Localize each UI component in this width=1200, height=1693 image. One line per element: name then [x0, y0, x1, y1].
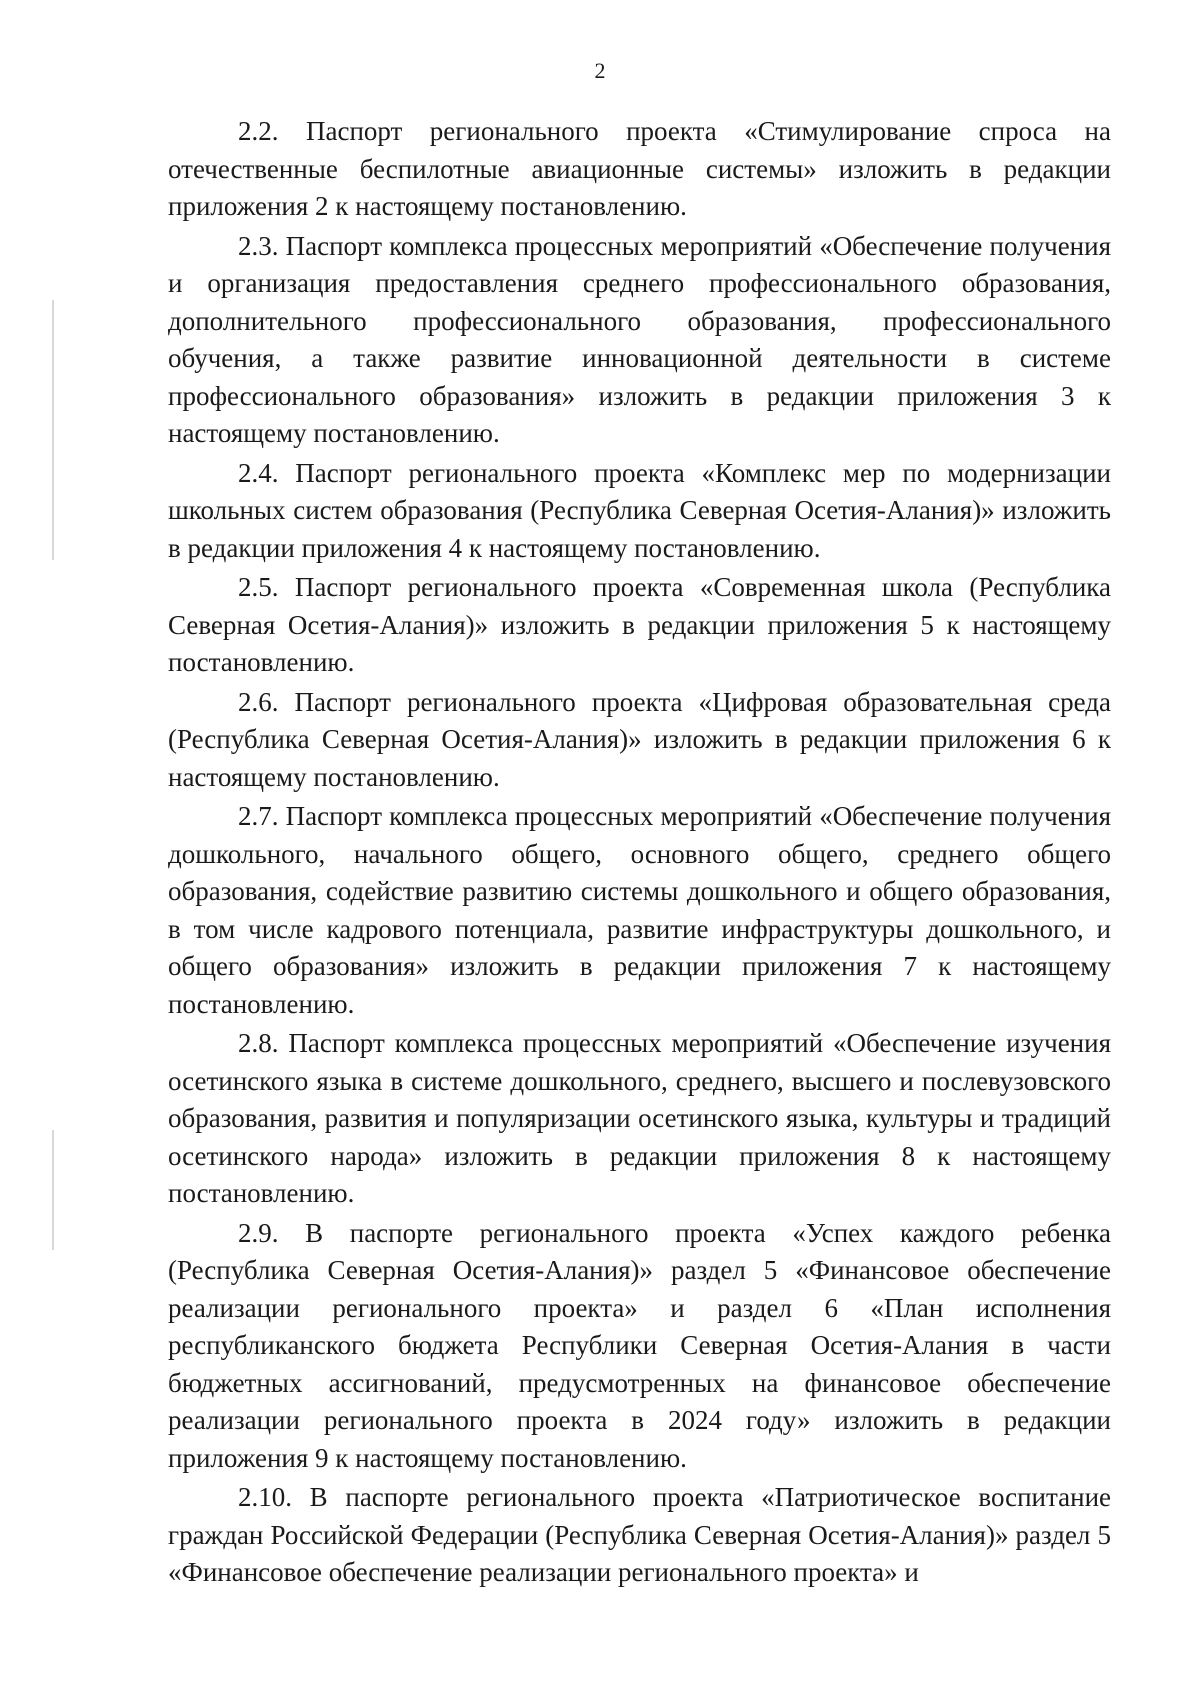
paragraph-2-10: 2.10. В паспорте регионального проекта «Патриотическое воспитание граждан Российской Федерации (Республика Северная Осетия-Алания)» раздел 5 «Финансовое обеспечение реализации регионального проекта» и: [168, 1482, 1111, 1587]
page-number: 2: [594, 58, 606, 83]
scan-edge-mark: [52, 300, 54, 560]
scan-edge-mark: [52, 1130, 54, 1250]
paragraph-2-9: 2.9. В паспорте регионального проекта «Успех каждого ребенка (Республика Северная Осетия-Алания)» раздел 5 «Финансовое обеспечение реализации регионального проекта» и раздел 6 «План исполнения республиканского бюджета Республики Северная Осетия-Алания в части бюджетных ассигнований, предусмотренных на финансовое обеспечение реализации регионального проекта в 2024 году» изложить в редакции приложения 9 к настоящему постановлению.: [168, 1217, 1111, 1473]
paragraph-2-6: 2.6. Паспорт регионального проекта «Цифровая образовательная среда (Республика Северная Осетия-Алания)» изложить в редакции приложения 6 к настоящему постановлению.: [168, 686, 1111, 792]
paragraph-2-5: 2.5. Паспорт регионального проекта «Современная школа (Республика Северная Осетия-Алания)» изложить в редакции приложения 5 к настоящему постановлению.: [168, 572, 1111, 677]
paragraph-2-3: 2.3. Паспорт комплекса процессных мероприятий «Обеспечение получения и организация предоставления среднего профессионального образования, дополнительного профессионального образования, профессионального обучения, а также развитие инновационной деятельности в системе профессионального образования» изложить в редакции приложения 3 к настоящему постановлению.: [168, 230, 1111, 448]
document-body: [168, 113, 1111, 1594]
paragraph-2-7: 2.7. Паспорт комплекса процессных мероприятий «Обеспечение получения дошкольного, начального общего, основного общего, среднего общего образования, содействие развитию системы дошкольного и общего образования, в том числе кадрового потенциала, развитие инфраструктуры дошкольного, и общего образования» изложить в редакции приложения 7 к настоящему постановлению.: [168, 801, 1111, 1019]
paragraph-2-8: 2.8. Паспорт комплекса процессных мероприятий «Обеспечение изучения осетинского языка в системе дошкольного, среднего, высшего и послевузовского образования, развития и популяризации осетинского языка, культуры и традиций осетинского народа» изложить в редакции приложения 8 к настоящему постановлению.: [168, 1028, 1111, 1208]
paragraph-2-2: 2.2. Паспорт регионального проекта «Стимулирование спроса на отечественные беспилотные авиационные системы» изложить в редакции приложения 2 к настоящему постановлению.: [168, 116, 1111, 221]
paragraph-2-4: 2.4. Паспорт регионального проекта «Комплекс мер по модернизации школьных систем образования (Республика Северная Осетия-Алания)» изложить в редакции приложения 4 к настоящему постановлению.: [168, 457, 1111, 563]
